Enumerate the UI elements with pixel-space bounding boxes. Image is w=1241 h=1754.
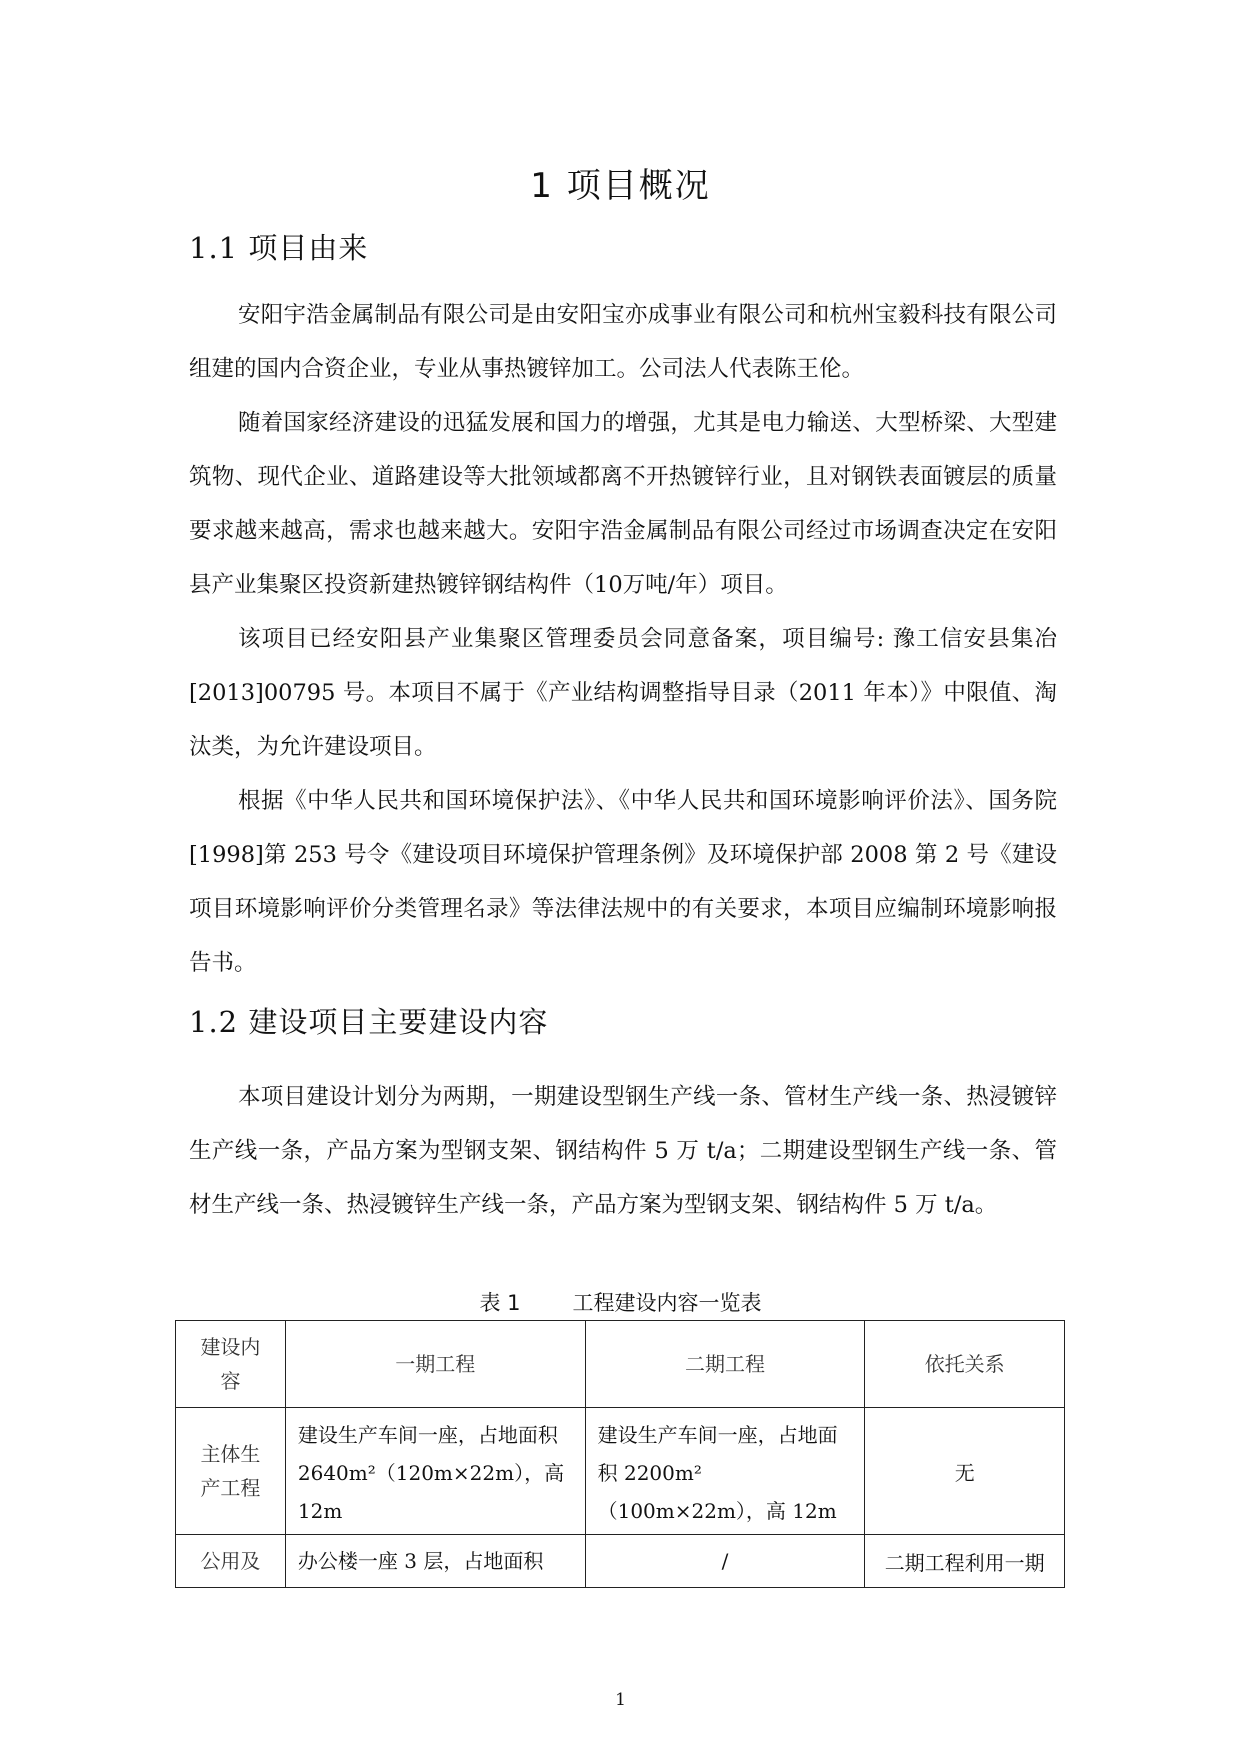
table-caption (0, 1287, 1241, 1317)
table-cell: 二期工程利用一期 (865, 1535, 1065, 1588)
paragraph-origin-demand: 随着国家经济建设的迅猛发展和国力的增强，尤其是电力输送、大型桥梁、大型建筑物、现代企业、道路建设等大批领域都离不开热镀锌行业，且对钢铁表面镀层的质量要求越来越高，需求也越来越大。安阳宇浩金属制品有限公司经过市场调查决定在安阳县产业集聚区投资新建热镀锌钢结构件（10万吨/年）项目。 (189, 410, 1057, 598)
section-title-1-1: 1.1 项目由来 (189, 231, 369, 265)
table-cell: 无 (865, 1408, 1065, 1535)
table-header-row (176, 1321, 1065, 1408)
table-header-cell: 二期工程 (585, 1321, 865, 1408)
construction-content-table (175, 1320, 1065, 1588)
table-cell: 主体生产工程 (176, 1408, 286, 1535)
table-caption-label: 表 1 (479, 1291, 521, 1315)
paragraph-construction-content: 本项目建设计划分为两期，一期建设型钢生产线一条、管材生产线一条、热浸镀锌生产线一条，产品方案为型钢支架、钢结构件 5 万 t/a；二期建设型钢生产线一条、管材生产线一条、热浸镀锌生产线一条，产品方案为型钢支架、钢结构件 5 万 t/a。 (189, 1084, 1057, 1218)
table-header-cell: 依托关系 (865, 1321, 1065, 1408)
table-caption-text: 工程建设内容一览表 (572, 1291, 762, 1315)
table-row (176, 1535, 1065, 1588)
section-title-1-2: 1.2 建设项目主要建设内容 (189, 1005, 549, 1039)
table-cell: 建设生产车间一座，占地面积 2640m²（120m×22m），高 12m (285, 1408, 585, 1535)
table-cell: / (585, 1535, 865, 1588)
paragraph-origin-company: 安阳宇浩金属制品有限公司是由安阳宝亦成事业有限公司和杭州宝毅科技有限公司组建的国内合资企业，专业从事热镀锌加工。公司法人代表陈王伦。 (189, 302, 1057, 382)
chapter-title: 1 项目概况 (530, 166, 711, 206)
table-row (176, 1408, 1065, 1535)
paragraph-origin-record: 该项目已经安阳县产业集聚区管理委员会同意备案，项目编号: 豫工信安县集冶[2013]00795 号。本项目不属于《产业结构调整指导目录（2011 年本）》中限值、淘汰类，为允许建设项目。 (189, 626, 1057, 760)
table-cell: 办公楼一座 3 层，占地面积 (285, 1535, 585, 1588)
table-cell: 建设生产车间一座，占地面积 2200m²（100m×22m），高 12m (585, 1408, 865, 1535)
table-cell: 公用及 (176, 1535, 286, 1588)
table-header-cell: 一期工程 (285, 1321, 585, 1408)
paragraph-origin-law: 根据《中华人民共和国环境保护法》、《中华人民共和国环境影响评价法》、国务院[1998]第 253 号令《建设项目环境保护管理条例》及环境保护部 2008 第 2 号《建设项目环境影响评价分类管理名录》等法律法规中的有关要求，本项目应编制环境影响报告书。 (189, 788, 1057, 976)
table-header-cell: 建设内容 (176, 1321, 286, 1408)
page-number: 1 (615, 1690, 626, 1710)
